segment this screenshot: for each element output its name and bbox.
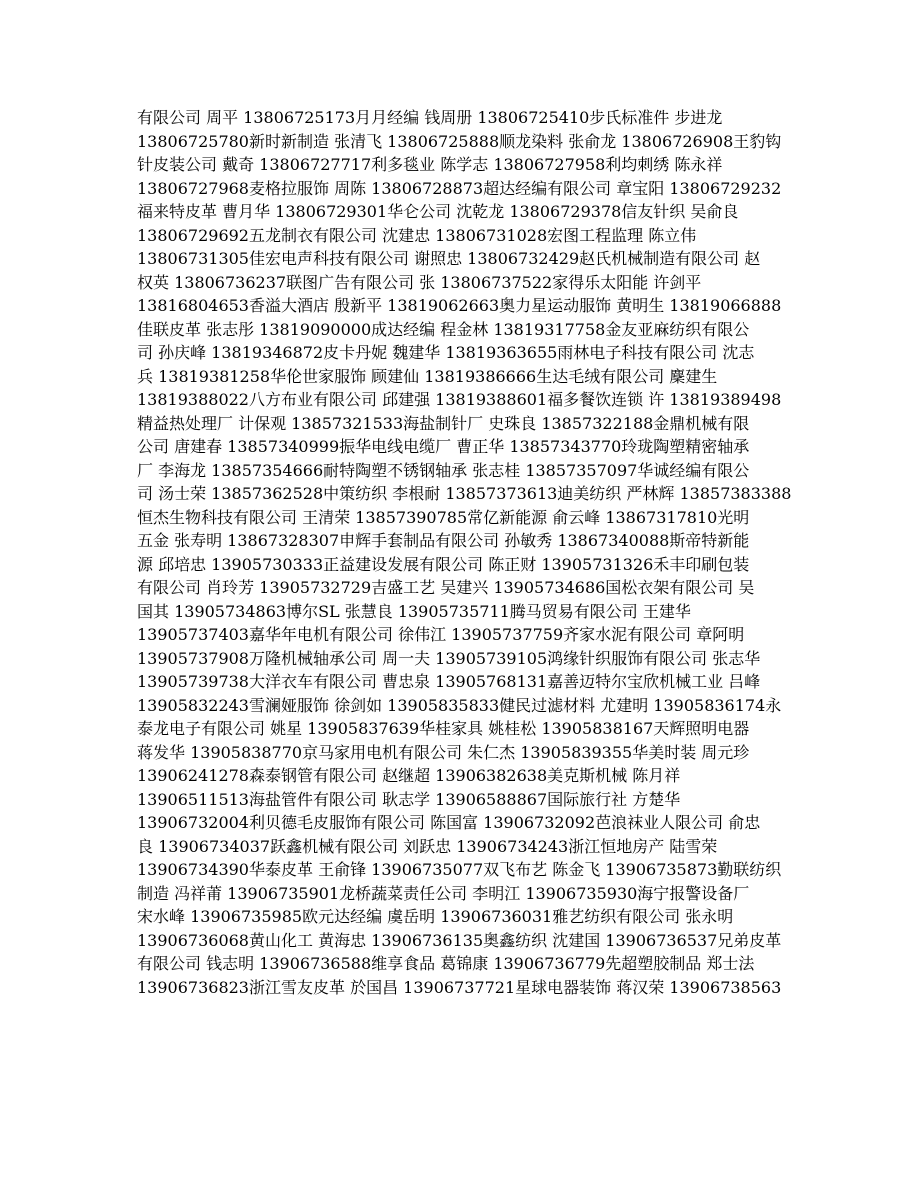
text-line: 13906734390华泰皮革 王俞锋 13906735077双飞布艺 陈金飞 13906735873勤联纺织 <box>137 860 782 879</box>
text-line: 恒杰生物科技有限公司 王清荣 13857390785常亿新能源 俞云峰 13867317810光明 <box>137 507 750 527</box>
text-line: 13906736823浙江雪友皮革 於国昌 13906737721星球电器装饰 蒋汉荣 13906738563 <box>137 977 782 997</box>
text-line: 13905832243雪澜娅服饰 徐剑如 13905835833健民过滤材料 尤建明 13905836174永 <box>137 695 782 715</box>
text-line: 蒋发华 13905838770京马家用电机有限公司 朱仁杰 13905839355华美时装 周元珍 <box>137 742 750 762</box>
text-line: 制造 冯祥莆 13906735901龙桥蔬菜责任公司 李明江 13906735930海宁报警设备厂 <box>137 883 750 903</box>
text-line: 有限公司 肖玲芳 13905732729吉盛工艺 吴建兴 13905734686国松衣架有限公司 吴 <box>137 578 755 597</box>
text-line: 佳联皮革 张志彤 13819090000成达经编 程金林 13819317758金友亚麻纺织有限公 <box>137 319 750 339</box>
text-line: 精益热处理厂 计保观 13857321533海盐制针厂 史珠良 13857322188金鼎机械有限 <box>137 413 750 433</box>
text-line: 源 邱培忠 13905730333正益建设发展有限公司 陈正财 13905731326禾丰印刷包装 <box>137 554 750 574</box>
text-line: 13906511513海盐管件有限公司 耿志学 13906588867国际旅行社 方楚华 <box>137 789 681 809</box>
text-line: 国其 13905734863博尔SL 张慧良 13905735711腾马贸易有限公司 王建华 <box>137 601 691 621</box>
text-line: 针皮装公司 戴奇 13806727717利多毯业 陈学志 13806727958利均刺绣 陈永祥 <box>137 155 723 174</box>
text-line: 13906732004利贝德毛皮服饰有限公司 陈国富 13906732092芭浪袜业人限公司 俞忠 <box>137 813 761 832</box>
text-line: 13806729692五龙制衣有限公司 沈建忠 13806731028宏图工程监理 陈立伟 <box>137 225 697 245</box>
text-line: 良 13906734037跃鑫机械有限公司 刘跃忠 13906734243浙江恒地房产 陆雪荣 <box>137 836 718 856</box>
text-line: 有限公司 周平 13806725173月月经编 钱周册 13806725410步氏标准件 步进龙 <box>137 108 723 127</box>
text-line: 权英 13806736237联图广告有限公司 张 13806737522家得乐太阳能 许剑平 <box>137 272 702 292</box>
text-line: 泰龙电子有限公司 姚星 13905837639华桂家具 姚桂松 13905838167天辉照明电器 <box>137 719 750 738</box>
text-line: 13906241278森泰钢管有限公司 赵继超 13906382638美克斯机械 陈月祥 <box>137 766 681 785</box>
text-line: 13816804653香溢大酒店 殷新平 13819062663奥力星运动服饰 黄明生 13819066888 <box>137 296 782 315</box>
text-line: 13806725780新时新制造 张清飞 13806725888顺龙染料 张俞龙 13806726908王豹钩 <box>137 131 782 151</box>
text-line: 五金 张寿明 13867328307申辉手套制品有限公司 孙敏秀 13867340088斯帝特新能 <box>137 531 750 550</box>
directory-text <box>137 106 813 999</box>
text-line: 司 孙庆峰 13819346872皮卡丹妮 魏建华 13819363655雨林电子科技有限公司 沈志 <box>137 343 755 362</box>
text-line: 13906736068黄山化工 黄海忠 13906736135奥鑫纺织 沈建国 13906736537兄弟皮革 <box>137 930 782 950</box>
text-line: 厂 李海龙 13857354666耐特陶塑不锈钢轴承 张志桂 13857357097华诚经编有限公 <box>137 460 750 480</box>
text-line: 13819388022八方布业有限公司 邱建强 13819388601福多餐饮连锁 许 13819389498 <box>137 390 782 409</box>
text-line: 13806731305佳宏电声科技有限公司 谢照忠 13806732429赵氏机械制造有限公司 赵 <box>137 249 761 268</box>
text-line: 13905737908万隆机械轴承公司 周一夫 13905739105鸿缘针织服饰有限公司 张志华 <box>137 648 761 668</box>
text-line: 司 汤士荣 13857362528中策纺织 李根耐 13857373613迪美纺织 严林辉 13857383388 <box>137 484 792 503</box>
text-line: 公司 唐建春 13857340999振华电线电缆厂 曹正华 13857343770玲珑陶塑精密轴承 <box>137 437 750 456</box>
text-line: 13905739738大洋衣车有限公司 曹忠泉 13905768131嘉善迈特尔宝欣机械工业 吕峰 <box>137 672 761 691</box>
text-line: 13905737403嘉华年电机有限公司 徐伟江 13905737759齐家水泥有限公司 章阿明 <box>137 625 745 644</box>
text-line: 福来特皮革 曹月华 13806729301华仑公司 沈乾龙 13806729378信友针织 吴俞良 <box>137 202 739 221</box>
text-line: 宋水峰 13906735985欧元达经编 虞岳明 13906736031雅艺纺织有限公司 张永明 <box>137 907 734 926</box>
text-line: 兵 13819381258华伦世家服饰 顾建仙 13819386666生达毛绒有限公司 麇建生 <box>137 366 718 386</box>
text-line: 有限公司 钱志明 13906736588维享食品 葛锦康 13906736779先超塑胶制品 郑士法 <box>137 954 755 973</box>
text-line: 13806727968麦格拉服饰 周陈 13806728873超达经编有限公司 章宝阳 13806729232 <box>137 178 782 198</box>
